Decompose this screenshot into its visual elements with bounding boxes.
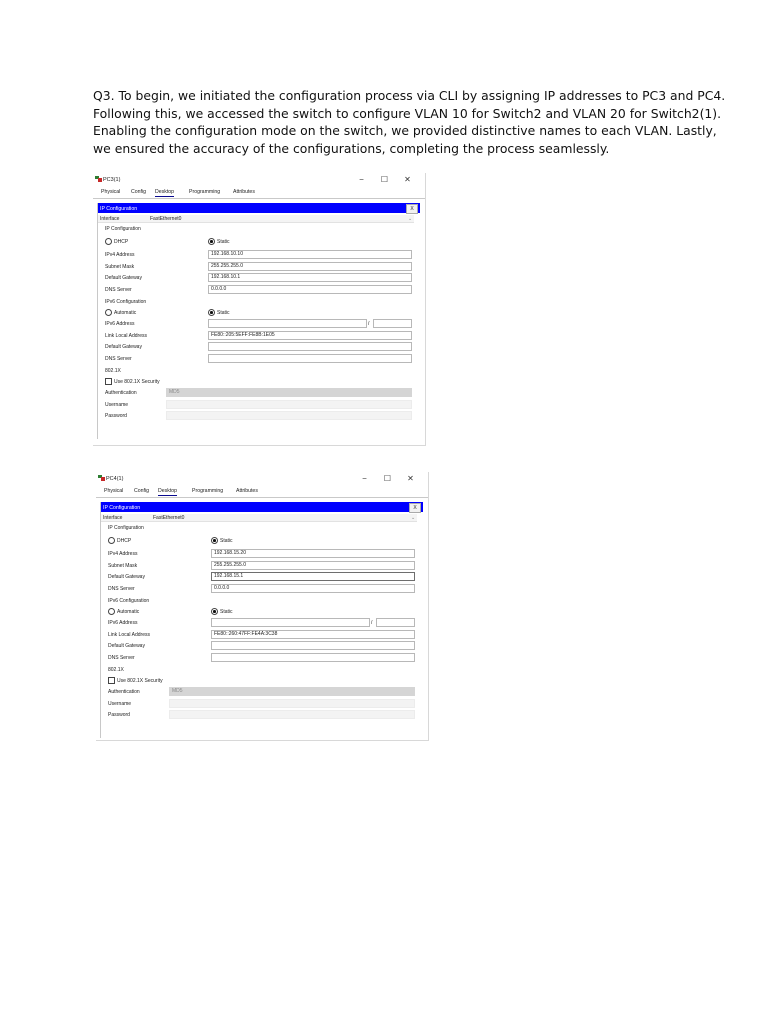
tab-physical[interactable]: Physical [104, 488, 124, 494]
prefix-separator: / [368, 321, 370, 327]
ipv4-address-input[interactable]: 192.168.15.20 [211, 549, 415, 558]
window-titlebar[interactable] [96, 472, 428, 485]
username-input[interactable] [166, 400, 412, 409]
ipv6-section-label: IPv6 Configuration [105, 299, 147, 305]
tab-attributes[interactable]: Attributes [236, 488, 258, 494]
dot1x-section-label: 802.1X [105, 368, 121, 374]
use-8021x-checkbox[interactable] [108, 677, 115, 684]
automatic-radio[interactable] [105, 309, 112, 316]
ipv6-address-input[interactable] [211, 618, 373, 627]
link-local-input[interactable]: FE80::205:5EFF:FE8B:1E05 [208, 331, 412, 340]
ipv6-dns-label: DNS Server [108, 655, 135, 661]
ip-configuration-panel [97, 203, 420, 439]
automatic-radio[interactable] [108, 608, 115, 615]
static-label: Static [217, 239, 230, 245]
authentication-label: Authentication [105, 390, 137, 396]
interface-select[interactable] [98, 215, 414, 223]
static-ipv6-radio[interactable] [211, 608, 218, 615]
subnet-mask-label: Subnet Mask [108, 563, 138, 569]
maximize-icon[interactable]: ☐ [383, 474, 392, 483]
question-paragraph [93, 87, 726, 157]
close-icon[interactable]: ✕ [404, 175, 411, 184]
ipv6-address-label: IPv6 Address [108, 620, 138, 626]
ipv4-address-label: IPv4 Address [108, 551, 138, 557]
ip-config-close-button[interactable]: X [409, 503, 421, 513]
tab-config[interactable]: Config [131, 189, 146, 195]
ipv6-section-label: IPv6 Configuration [108, 598, 150, 604]
paragraph-line: Enabling the configuration mode on the switch, we provided distinctive names to each VLAN. Lastly, [93, 123, 717, 139]
ip-configuration-title: IP Configuration [103, 504, 141, 511]
tab-config[interactable]: Config [134, 488, 149, 494]
use-8021x-label: Use 802.1X Security [117, 678, 163, 684]
static-ipv6-radio[interactable] [208, 309, 215, 316]
username-label: Username [108, 701, 132, 707]
use-8021x-label: Use 802.1X Security [114, 379, 160, 385]
ipv6-dns-input[interactable] [208, 354, 412, 363]
tab-programming[interactable]: Programming [189, 189, 221, 195]
interface-value: FastEthernet0 [153, 515, 185, 521]
ipv6-prefix-input[interactable] [373, 319, 412, 328]
tab-programming[interactable]: Programming [192, 488, 224, 494]
ipv4-address-input[interactable]: 192.168.10.10 [208, 250, 412, 259]
username-input[interactable] [169, 699, 415, 708]
dns-server-input[interactable]: 0.0.0.0 [211, 584, 415, 593]
password-label: Password [108, 712, 130, 718]
default-gateway-label: Default Gateway [105, 275, 142, 281]
close-icon[interactable]: ✕ [407, 474, 414, 483]
ipv6-dns-label: DNS Server [105, 356, 132, 362]
interface-select[interactable] [101, 514, 417, 522]
ipv6-address-label: IPv6 Address [105, 321, 135, 327]
default-gateway-input[interactable]: 192.168.15.1 [211, 572, 415, 581]
ipv4-section-label: IP Configuration [108, 525, 144, 531]
password-input[interactable] [166, 411, 412, 420]
pc3-window [93, 173, 426, 446]
static-radio[interactable] [211, 537, 218, 544]
paragraph-line: Q3. To begin, we initiated the configuration process via CLI by assigning IP addresses to PC3 and PC4. [93, 88, 726, 103]
ip-config-close-button[interactable]: X [406, 204, 418, 214]
ipv6-gateway-label: Default Gateway [108, 643, 145, 649]
authentication-select[interactable]: MD5 [169, 687, 415, 696]
window-title: PC3(1) [103, 176, 121, 183]
minimize-icon[interactable]: − [359, 175, 364, 184]
ipv6-prefix-input[interactable] [376, 618, 415, 627]
dhcp-radio[interactable] [108, 537, 115, 544]
ipv6-gateway-input[interactable] [211, 641, 415, 650]
minimize-icon[interactable]: − [362, 474, 367, 483]
ipv6-address-input[interactable] [208, 319, 370, 328]
maximize-icon[interactable]: ☐ [380, 175, 389, 184]
dot1x-section-label: 802.1X [108, 667, 124, 673]
ip-configuration-header [98, 203, 420, 213]
authentication-select[interactable]: MD5 [166, 388, 412, 397]
pc-app-icon [95, 176, 102, 182]
link-local-input[interactable]: FE80::260:47FF:FE4A:3C38 [211, 630, 415, 639]
prefix-separator: / [371, 620, 373, 626]
ipv6-dns-input[interactable] [211, 653, 415, 662]
static-ipv6-label: Static [217, 310, 230, 316]
tab-bar [93, 186, 425, 199]
ipv4-section-label: IP Configuration [105, 226, 141, 232]
interface-label: Interface [103, 515, 123, 521]
dhcp-radio[interactable] [105, 238, 112, 245]
default-gateway-input[interactable]: 192.168.10.1 [208, 273, 412, 282]
ip-configuration-panel [100, 502, 423, 738]
link-local-label: Link Local Address [108, 632, 150, 638]
subnet-mask-input[interactable]: 255.255.255.0 [211, 561, 415, 570]
password-label: Password [105, 413, 127, 419]
automatic-label: Automatic [117, 609, 140, 615]
tab-physical[interactable]: Physical [101, 189, 121, 195]
paragraph-line: Following this, we accessed the switch to configure VLAN 10 for Switch2 and VLAN 20 for Switch2(1). [93, 105, 722, 121]
ip-configuration-header [101, 502, 423, 512]
tab-desktop[interactable]: Desktop [158, 488, 178, 494]
ipv6-gateway-label: Default Gateway [105, 344, 142, 350]
dns-server-label: DNS Server [108, 586, 135, 592]
interface-value: FastEthernet0 [150, 216, 182, 222]
chevron-down-icon[interactable]: ⌄ [408, 216, 413, 222]
pc4-window [96, 472, 429, 741]
paragraph-line: we ensured the accuracy of the configurations, completing the process seamlessly. [93, 140, 610, 156]
tab-bar [96, 485, 428, 498]
link-local-label: Link Local Address [105, 333, 147, 339]
username-label: Username [105, 402, 129, 408]
subnet-mask-label: Subnet Mask [105, 264, 135, 270]
window-titlebar[interactable] [93, 173, 425, 186]
automatic-label: Automatic [114, 310, 137, 316]
pc-app-icon [98, 475, 105, 481]
static-label: Static [220, 538, 233, 544]
dhcp-label: DHCP [117, 538, 132, 544]
static-radio[interactable] [208, 238, 215, 245]
tab-desktop[interactable]: Desktop [155, 189, 175, 195]
subnet-mask-input[interactable]: 255.255.255.0 [208, 262, 412, 271]
ip-configuration-title: IP Configuration [100, 205, 138, 212]
use-8021x-checkbox[interactable] [105, 378, 112, 385]
ipv6-gateway-input[interactable] [208, 342, 412, 351]
interface-label: Interface [100, 216, 120, 222]
dhcp-label: DHCP [114, 239, 129, 245]
static-ipv6-label: Static [220, 609, 233, 615]
default-gateway-label: Default Gateway [108, 574, 145, 580]
dns-server-input[interactable]: 0.0.0.0 [208, 285, 412, 294]
dns-server-label: DNS Server [105, 287, 132, 293]
tab-attributes[interactable]: Attributes [233, 189, 255, 195]
ipv4-address-label: IPv4 Address [105, 252, 135, 258]
chevron-down-icon[interactable]: ⌄ [411, 515, 416, 521]
authentication-label: Authentication [108, 689, 140, 695]
window-title: PC4(1) [106, 475, 124, 482]
password-input[interactable] [169, 710, 415, 719]
